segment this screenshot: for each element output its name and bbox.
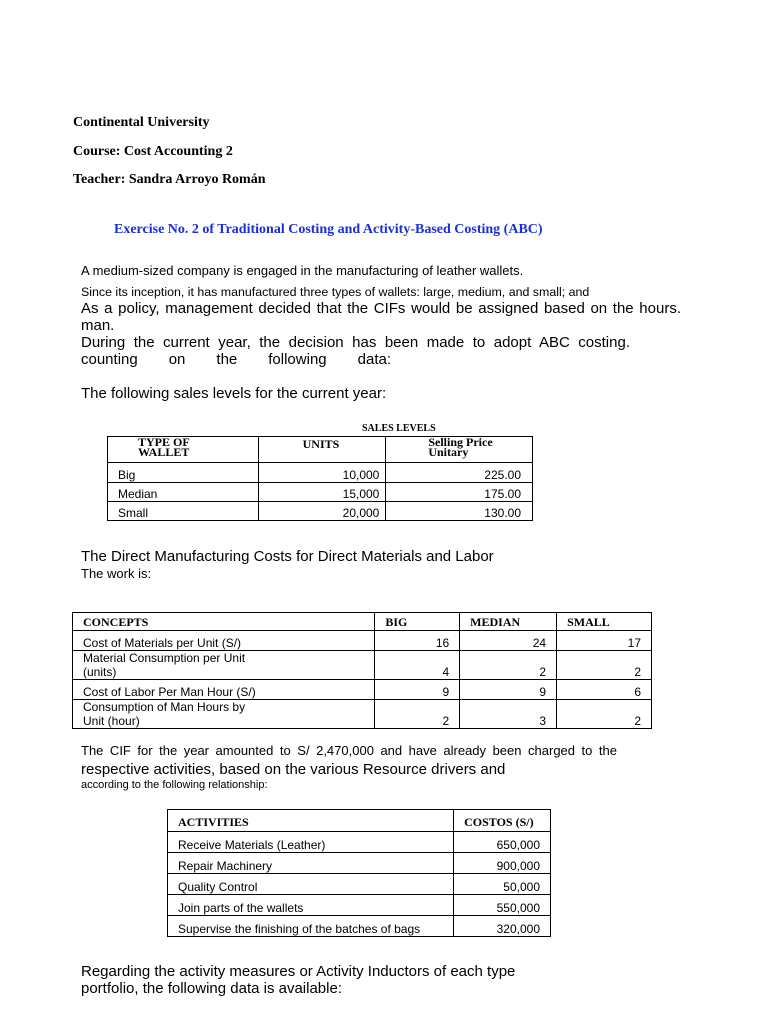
median-value: 2 — [460, 651, 557, 680]
concept-label-line-1: Cost of Materials per Unit (S/) — [83, 636, 242, 650]
table-row — [73, 631, 652, 651]
header-selling-price — [386, 437, 533, 463]
cif-line-2: respective activities, based on the various Resource drivers and — [81, 761, 506, 778]
table-row — [168, 916, 551, 937]
teacher-name: Teacher: Sandra Arroyo Román — [73, 172, 266, 187]
header-small: SMALL — [557, 613, 652, 631]
concept-label — [73, 651, 375, 680]
activity-name: Quality Control — [168, 874, 454, 895]
intro-line-5: During the current year, the decision has been made to adopt ABC costing. — [81, 334, 630, 351]
median-value: 24 — [460, 631, 557, 651]
activity-cost: 900,000 — [454, 853, 551, 874]
intro-line-6: counting on the following data: — [81, 351, 391, 368]
activity-cost: 550,000 — [454, 895, 551, 916]
sales-table-header-row — [108, 437, 533, 463]
activity-cost: 320,000 — [454, 916, 551, 937]
header-costs: COSTOS (S/) — [454, 810, 551, 832]
header-median: MEDIAN — [460, 613, 557, 631]
sales-levels-table — [107, 436, 533, 521]
small-value: 17 — [557, 631, 652, 651]
intro-line-3: As a policy, management decided that the CIFs would be assigned based on the hours. — [81, 300, 681, 317]
table-row — [108, 463, 533, 483]
header-type-line-2: WALLET — [138, 445, 190, 459]
table-row — [73, 651, 652, 680]
big-value: 2 — [375, 700, 460, 729]
concepts-table-header-row — [73, 613, 652, 631]
header-price-line-2: Unitary — [428, 445, 469, 459]
activity-name: Join parts of the wallets — [168, 895, 454, 916]
units-value: 20,000 — [258, 502, 386, 521]
big-value: 16 — [375, 631, 460, 651]
cif-line-1: The CIF for the year amounted to S/ 2,470,000 and have already been charged to the — [81, 743, 617, 758]
table-row — [168, 832, 551, 853]
units-value: 10,000 — [258, 463, 386, 483]
concept-label — [73, 631, 375, 651]
concept-label-line-1: Consumption of Man Hours by — [83, 700, 246, 714]
header-price-line-1: Selling Price — [428, 435, 493, 449]
cif-line-3: according to the following relationship: — [81, 779, 268, 791]
header-type-line-1: TYPE OF — [138, 435, 190, 449]
table-row — [108, 483, 533, 502]
table-row — [168, 853, 551, 874]
activity-cost: 50,000 — [454, 874, 551, 895]
header-big: BIG — [375, 613, 460, 631]
activity-name: Repair Machinery — [168, 853, 454, 874]
intro-line-1: A medium-sized company is engaged in the manufacturing of leather wallets. — [81, 263, 524, 278]
concept-label-line-1: Cost of Labor Per Man Hour (S/) — [83, 685, 256, 699]
table-row — [108, 502, 533, 521]
concept-label-line-2: (units) — [83, 665, 117, 679]
intro-line-7: The following sales levels for the current year: — [81, 385, 387, 402]
university-name: Continental University — [73, 115, 210, 130]
concept-label-line-1: Material Consumption per Unit — [83, 651, 246, 665]
header-activities: ACTIVITIES — [168, 810, 454, 832]
header-units: UNITS — [258, 437, 386, 463]
activity-name: Receive Materials (Leather) — [168, 832, 454, 853]
concept-label — [73, 680, 375, 700]
direct-costs-line-1: The Direct Manufacturing Costs for Direct Materials and Labor — [81, 548, 494, 565]
big-value: 4 — [375, 651, 460, 680]
table-row — [168, 895, 551, 916]
wallet-type: Small — [108, 502, 259, 521]
closing-line-2: portfolio, the following data is available: — [81, 980, 342, 997]
table-row — [73, 680, 652, 700]
activity-name: Supervise the finishing of the batches of bags — [168, 916, 454, 937]
wallet-type: Median — [108, 483, 259, 502]
concept-label-line-2: Unit (hour) — [83, 714, 140, 728]
wallet-type: Big — [108, 463, 259, 483]
median-value: 9 — [460, 680, 557, 700]
small-value: 6 — [557, 680, 652, 700]
activities-table — [167, 809, 551, 937]
small-value: 2 — [557, 700, 652, 729]
exercise-title: Exercise No. 2 of Traditional Costing and Activity-Based Costing (ABC) — [114, 222, 543, 237]
header-concepts: CONCEPTS — [73, 613, 375, 631]
table-row — [73, 700, 652, 729]
intro-line-4: man. — [81, 317, 115, 334]
big-value: 9 — [375, 680, 460, 700]
closing-line-1: Regarding the activity measures or Activity Inductors of each type — [81, 963, 516, 980]
activity-cost: 650,000 — [454, 832, 551, 853]
small-value: 2 — [557, 651, 652, 680]
table-row — [168, 874, 551, 895]
direct-costs-table — [72, 612, 652, 729]
price-value: 225.00 — [386, 463, 533, 483]
intro-line-2: Since its inception, it has manufactured three types of wallets: large, medium, and small; and — [81, 285, 590, 299]
median-value: 3 — [460, 700, 557, 729]
units-value: 15,000 — [258, 483, 386, 502]
direct-costs-line-2: The work is: — [81, 566, 152, 581]
concept-label — [73, 700, 375, 729]
sales-table-caption: SALES LEVELS — [362, 423, 436, 434]
course-name: Course: Cost Accounting 2 — [73, 144, 233, 159]
price-value: 130.00 — [386, 502, 533, 521]
header-type-of-wallet — [108, 437, 259, 463]
price-value: 175.00 — [386, 483, 533, 502]
activities-table-header-row — [168, 810, 551, 832]
